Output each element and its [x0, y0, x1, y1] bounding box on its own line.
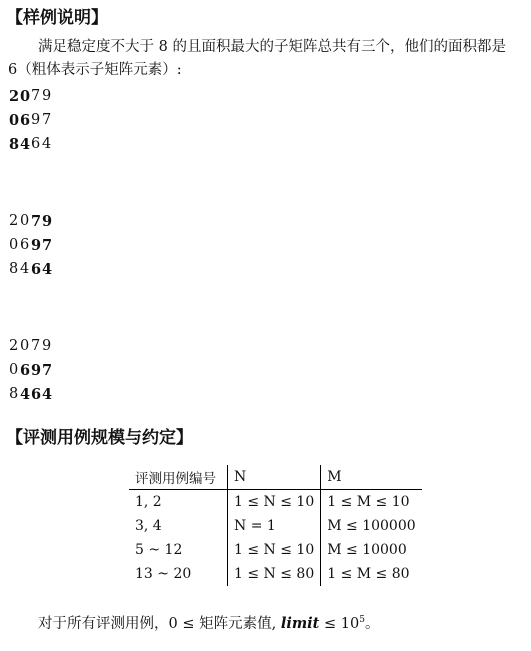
matrix-row [9, 233, 53, 257]
footer-exponent: 5 [359, 615, 365, 626]
matrix-cell: 2 [9, 87, 20, 105]
cell-m-range: M ≤ 10000 [327, 542, 407, 558]
footer-end: 。 [364, 616, 380, 632]
matrix-cell: 6 [31, 136, 41, 152]
matrix-cell: 6 [20, 361, 31, 379]
cell-m-range: 1 ≤ M ≤ 80 [327, 566, 410, 582]
matrix-2 [9, 209, 53, 281]
matrix-cell: 7 [42, 236, 53, 254]
matrix-row [9, 84, 53, 108]
matrix-cell: 8 [9, 135, 20, 153]
matrix-cell: 6 [20, 237, 30, 253]
matrix-row [9, 209, 53, 233]
sample-heading: 【样例说明】 [6, 8, 108, 28]
matrix-row [9, 257, 53, 281]
matrix-row [9, 132, 53, 156]
matrix-row [9, 108, 53, 132]
matrix-cell: 7 [31, 88, 41, 104]
matrix-cell: 4 [42, 260, 53, 278]
matrix-cell: 9 [31, 361, 42, 379]
cell-m-range: M ≤ 100000 [327, 518, 416, 534]
cell-n-range: 1 ≤ N ≤ 10 [228, 538, 321, 562]
matrix-cell: 9 [42, 338, 52, 354]
cell-n-range: 1 ≤ N ≤ 10 [228, 490, 321, 515]
matrix-cell: 7 [31, 338, 41, 354]
matrix-3 [9, 334, 53, 406]
matrix-cell: 9 [42, 88, 52, 104]
matrix-cell: 0 [20, 87, 31, 105]
matrix-cell: 9 [31, 236, 42, 254]
sample-description-line1: 满足稳定度不大于 8 的且面积最大的子矩阵总共有三个，他们的面积都是 [38, 39, 506, 55]
matrix-row [9, 382, 53, 406]
footer-constraint [38, 612, 379, 633]
matrix-cell: 8 [9, 261, 19, 277]
table-header-row [129, 465, 422, 490]
matrix-cell: 8 [9, 386, 19, 402]
footer-relation: ≤ 10 [319, 616, 360, 632]
header-m: M [321, 465, 422, 490]
sample-description-line2: 6（粗体表示子矩阵元素）: [8, 62, 182, 78]
matrix-cell: 7 [31, 212, 42, 230]
header-case-id: 评测用例编号 [129, 465, 228, 490]
matrix-cell: 0 [20, 338, 30, 354]
matrix-cell: 6 [31, 260, 42, 278]
footer-limit: limit [280, 615, 320, 632]
matrix-cell: 9 [31, 112, 41, 128]
cell-case-id: 13 ~ 20 [129, 562, 228, 586]
matrix-cell: 4 [20, 385, 31, 403]
matrix-cell: 0 [9, 362, 19, 378]
footer-prefix: 对于所有评测用例，0 ≤ 矩阵元素值, [38, 616, 281, 632]
table-row [129, 490, 422, 515]
table-row [129, 562, 422, 586]
table-row [129, 514, 422, 538]
cell-m-range: 1 ≤ M ≤ 10 [327, 494, 410, 510]
header-n: N [228, 465, 321, 490]
matrix-row [9, 334, 53, 358]
matrix-cell: 7 [42, 361, 53, 379]
matrix-cell: 0 [9, 237, 19, 253]
matrix-cell: 6 [20, 111, 31, 129]
eval-scale-table [129, 465, 422, 586]
matrix-cell: 7 [42, 112, 52, 128]
matrix-cell: 4 [42, 385, 53, 403]
eval-heading: 【评测用例规模与约定】 [6, 428, 193, 448]
matrix-cell: 4 [20, 261, 30, 277]
sample-description [8, 36, 526, 82]
cell-n-range: N = 1 [228, 514, 321, 538]
matrix-cell: 4 [20, 135, 31, 153]
matrix-row [9, 358, 53, 382]
matrix-cell: 9 [42, 212, 53, 230]
matrix-cell: 0 [9, 111, 20, 129]
cell-case-id: 1, 2 [129, 490, 228, 515]
cell-case-id: 3, 4 [129, 514, 228, 538]
matrix-cell: 2 [9, 213, 19, 229]
matrix-1 [9, 84, 53, 156]
cell-n-range: 1 ≤ N ≤ 80 [228, 562, 321, 586]
table-row [129, 538, 422, 562]
matrix-cell: 2 [9, 338, 19, 354]
matrix-cell: 4 [42, 136, 52, 152]
matrix-cell: 0 [20, 213, 30, 229]
matrix-cell: 6 [31, 385, 42, 403]
cell-case-id: 5 ~ 12 [129, 538, 228, 562]
